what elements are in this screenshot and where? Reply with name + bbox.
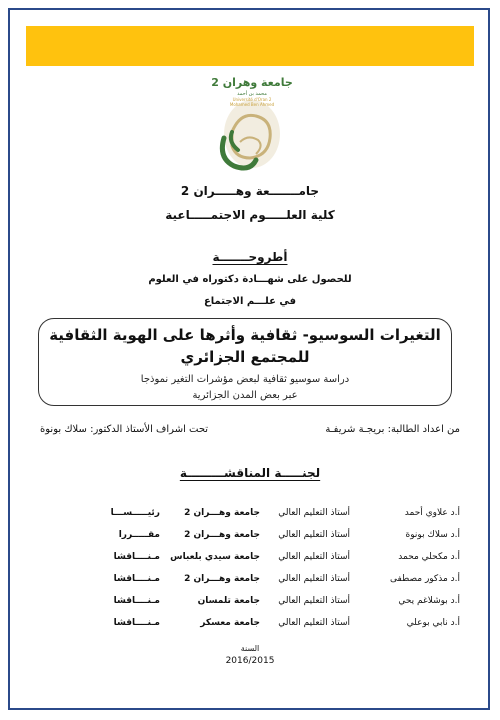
- member-role: مـنــــاقشا: [113, 574, 160, 584]
- member-university: جامعة تلمسان: [197, 596, 260, 606]
- committee-row: [60, 530, 460, 546]
- member-name: أ.د علاوي أحمد: [404, 508, 460, 518]
- member-university: جامعة معسكر: [200, 618, 260, 628]
- logo-subtitle-fr: Université d'Oran 2: [232, 97, 272, 102]
- member-rank: أستاذ التعليم العالي: [278, 596, 350, 606]
- member-university: جامعة وهـــران 2: [184, 574, 260, 584]
- committee-row: [60, 574, 460, 590]
- header-banner: [26, 26, 474, 66]
- thesis-title-line1: التغيرات السوسيو- ثقافية وأثرها على الهوية الثقافية: [49, 326, 441, 344]
- member-name: أ.د سلاك بونوة: [405, 530, 460, 540]
- member-rank: أستاذ التعليم العالي: [278, 530, 350, 540]
- committee-row: [60, 596, 460, 612]
- committee-row: [60, 552, 460, 568]
- member-university: جامعة وهـــران 2: [184, 508, 260, 518]
- member-role: رئيـــــســـا: [110, 508, 160, 518]
- committee-row: [60, 508, 460, 524]
- thesis-purpose: للحصول على شهـــادة دكتوراه في العلوم: [148, 274, 352, 285]
- member-university: جامعة سيدي بلعباس: [170, 552, 260, 562]
- supervisor-name: تحت اشراف الأستاذ الدكتور: سلاك بونوة: [40, 424, 209, 435]
- member-rank: أستاذ التعليم العالي: [278, 508, 350, 518]
- member-role: مقـــــررا: [118, 530, 160, 540]
- university-logo: [210, 72, 294, 172]
- thesis-subtitle-line1: دراسة سوسيو ثقافية لبعض مؤشرات التغير نموذجا: [140, 374, 350, 385]
- member-name: أ.د نابي بوعلي: [406, 618, 460, 628]
- member-role: مـنــــاقشا: [113, 618, 160, 628]
- thesis-field: في علـــم الاجتماع: [203, 296, 297, 307]
- member-name: أ.د مكحلي محمد: [398, 552, 460, 562]
- thesis-title-line2: للمجتمع الجزائري: [180, 348, 310, 366]
- faculty-name: كلية العلـــــوم الاجتمـــــاعية: [165, 208, 335, 222]
- member-rank: أستاذ التعليم العالي: [278, 552, 350, 562]
- member-rank: أستاذ التعليم العالي: [278, 574, 350, 584]
- member-university: جامعة وهـــران 2: [184, 530, 260, 540]
- member-role: مـنــــاقشا: [113, 596, 160, 606]
- logo-subtitle-name: Mohamed Ben Ahmed: [229, 102, 275, 107]
- committee-row: [60, 618, 460, 634]
- thesis-subtitle-line2: عبر بعض المدن الجزائرية: [192, 390, 298, 401]
- committee-heading: لجنـــــة المناقشـــــــــة: [179, 466, 321, 480]
- member-name: أ.د مذكور مصطفى: [390, 574, 460, 584]
- year-label: السنة: [240, 644, 260, 653]
- member-rank: أستاذ التعليم العالي: [278, 618, 350, 628]
- member-role: مـنــــاقشا: [113, 552, 160, 562]
- university-name: جامـــــــعة وهـــــران 2: [180, 184, 320, 198]
- thesis-type: أطروحـــــــة: [212, 250, 288, 264]
- logo-university-name: جامعة وهران 2: [211, 76, 293, 89]
- academic-year: 2016/2015: [225, 656, 275, 666]
- student-name: من اعداد الطالبة: بريجـة شريفـة: [325, 424, 460, 435]
- logo-subtitle-ar: محمد بن أحمد: [237, 91, 267, 97]
- member-name: أ.د بوشلاغم يحي: [398, 596, 460, 606]
